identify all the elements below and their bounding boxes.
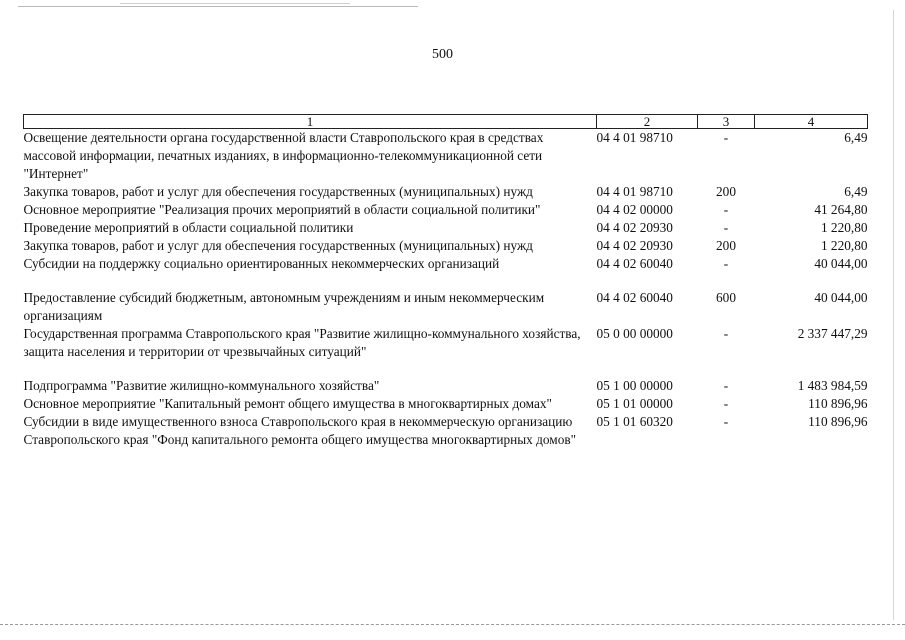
table-row (24, 219, 868, 237)
scan-edge-line (120, 3, 350, 4)
row-name: Проведение мероприятий в области социальной политики (23, 220, 354, 235)
row-name: Государственная программа Ставропольского края "Развитие жилищно-коммунального хозяйства, защита населения и территории от чрезвычайных ситуаций" (23, 326, 581, 359)
table-row (24, 377, 868, 395)
row-code: 05 1 00 00000 (596, 378, 673, 393)
table-row (24, 201, 868, 219)
row-type: - (723, 130, 729, 145)
row-amount: 40 044,00 (814, 290, 868, 305)
scan-edge-line (0, 624, 905, 625)
column-header: 2 (597, 115, 698, 129)
row-type: 600 (716, 290, 736, 305)
budget-table (23, 114, 868, 449)
row-amount: 1 220,80 (820, 220, 868, 235)
column-header: 3 (698, 115, 755, 129)
row-type: - (723, 202, 729, 217)
row-amount: 6,49 (844, 130, 868, 145)
table-row (24, 325, 868, 377)
row-code: 05 0 00 00000 (596, 326, 673, 341)
row-amount: 6,49 (844, 184, 868, 199)
row-name: Предоставление субсидий бюджетным, автономным учреждениям и иным некоммерческим организациям (23, 290, 545, 323)
row-name: Основное мероприятие "Реализация прочих мероприятий в области социальной политики" (23, 202, 541, 217)
row-amount: 2 337 447,29 (797, 326, 868, 341)
table-row (24, 129, 868, 184)
table-row (24, 395, 868, 413)
row-name: Закупка товаров, работ и услуг для обеспечения государственных (муниципальных) нужд (23, 184, 533, 199)
table-row (24, 255, 868, 289)
row-type: - (723, 414, 729, 429)
row-type: 200 (716, 184, 736, 199)
row-code: 05 1 01 00000 (596, 396, 673, 411)
row-type: - (723, 396, 729, 411)
row-code: 04 4 01 98710 (596, 184, 673, 199)
row-type: - (723, 220, 729, 235)
row-type: - (723, 326, 729, 341)
column-header: 1 (24, 115, 597, 129)
row-name: Освещение деятельности органа государственной власти Ставропольского края в средствах массовой информации, печатных изданиях, в информационно-телекоммуникационной сети "Интернет" (23, 130, 544, 181)
scan-edge-line (18, 6, 418, 7)
row-code: 04 4 02 00000 (596, 202, 673, 217)
row-amount: 40 044,00 (814, 256, 868, 271)
row-amount: 110 896,96 (808, 396, 868, 411)
row-code: 04 4 02 60040 (596, 256, 673, 271)
row-code: 04 4 01 98710 (596, 130, 673, 145)
row-name: Основное мероприятие "Капитальный ремонт общего имущества в многоквартирных домах" (23, 396, 552, 411)
row-name: Субсидии на поддержку социально ориентированных некоммерческих организаций (23, 256, 500, 271)
table-row (24, 289, 868, 325)
row-name: Закупка товаров, работ и услуг для обеспечения государственных (муниципальных) нужд (23, 238, 533, 253)
table-row (24, 413, 868, 449)
row-amount: 110 896,96 (808, 414, 868, 429)
row-type: - (723, 378, 729, 393)
row-amount: 41 264,80 (814, 202, 868, 217)
table-header-row (24, 115, 868, 129)
row-code: 04 4 02 20930 (596, 220, 673, 235)
row-name: Субсидии в виде имущественного взноса Ставропольского края в некоммерческую организацию Ставропольского края "Фонд капитального ремонта общего имущества многоквартирных домов" (23, 414, 577, 447)
row-amount: 1 220,80 (820, 238, 868, 253)
page-number: 500 (432, 47, 453, 62)
row-code: 04 4 02 20930 (596, 238, 673, 253)
row-code: 05 1 01 60320 (596, 414, 673, 429)
row-code: 04 4 02 60040 (596, 290, 673, 305)
table-row (24, 237, 868, 255)
column-header: 4 (755, 115, 868, 129)
table-row (24, 183, 868, 201)
row-name: Подпрограмма "Развитие жилищно-коммунального хозяйства" (23, 378, 380, 393)
row-amount: 1 483 984,59 (797, 378, 868, 393)
row-type: - (723, 256, 729, 271)
row-type: 200 (716, 238, 736, 253)
scan-edge-line (893, 10, 894, 620)
